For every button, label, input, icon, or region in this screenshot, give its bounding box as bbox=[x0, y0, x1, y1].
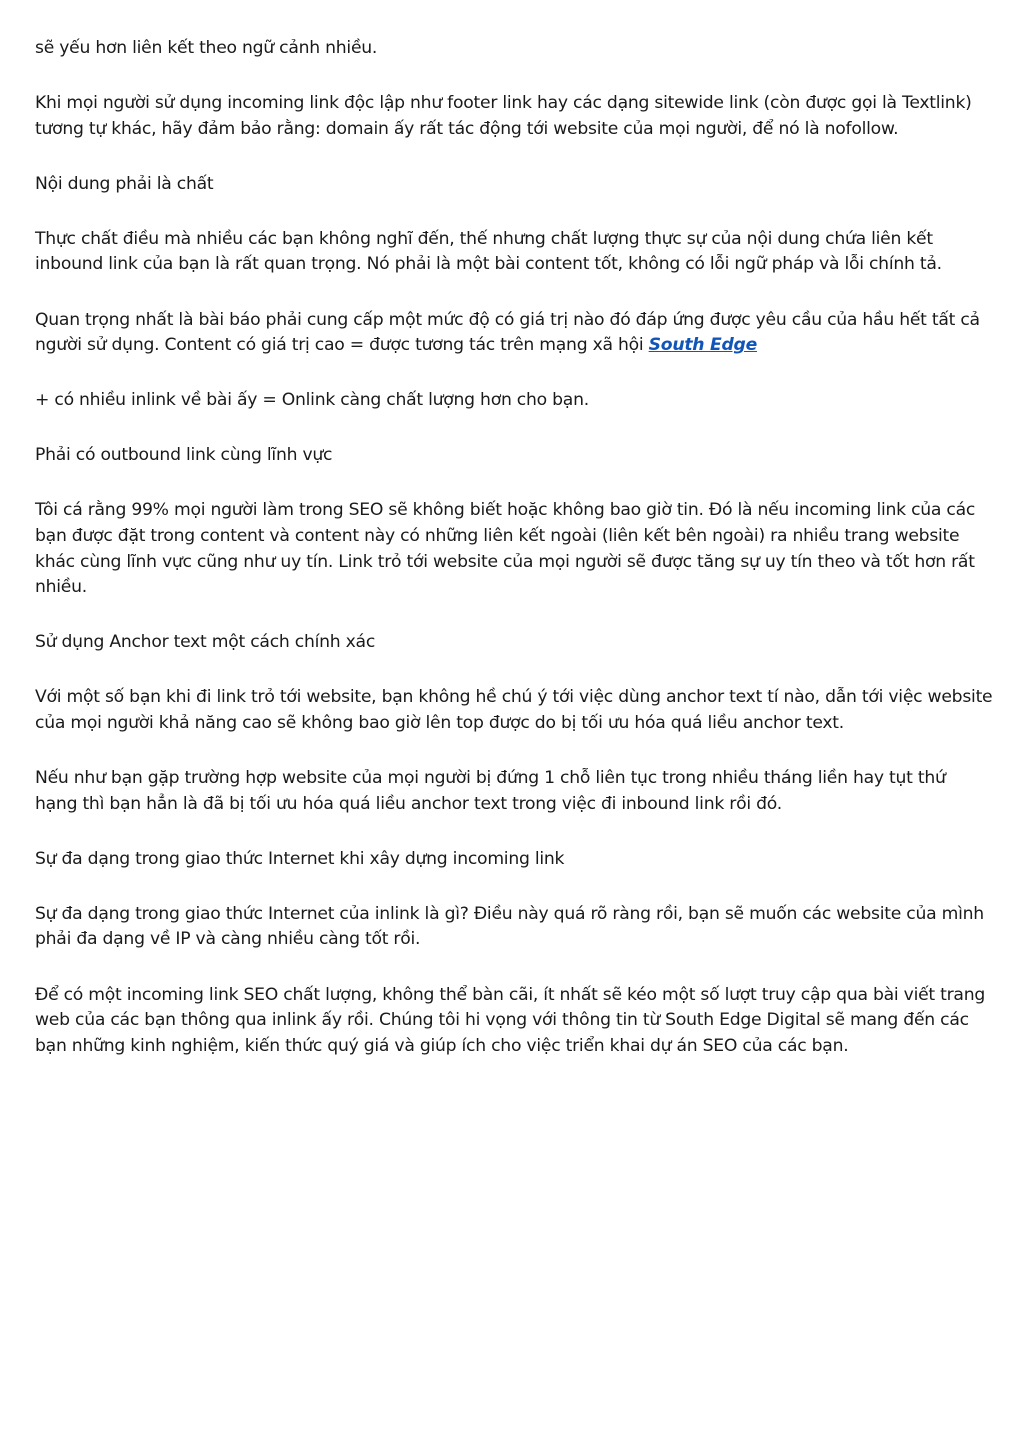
paragraph-1: sẽ yếu hơn liên kết theo ngữ cảnh nhiều. bbox=[35, 38, 378, 58]
paragraph-5 bbox=[35, 308, 993, 359]
paragraph-6: + có nhiều inlink về bài ấy = Onlink càng chất lượng hơn cho bạn. bbox=[35, 390, 589, 411]
section-heading-anchor-text: Sử dụng Anchor text một cách chính xác bbox=[35, 632, 376, 653]
paragraph-8: Tôi cá rằng 99% mọi người làm trong SEO sẽ không biết hoặc không bao giờ tin. Đó là nếu incoming link của các bạn được đặt trong content và content này có những liên kết ngoài (liên kết bên ngoài) ra nhiều trang website khác cùng lĩnh vực cũng như uy tín. Link trỏ tới website của mọi người sẽ được tăng sự uy tín theo và tốt hơn rất nhiều. bbox=[35, 500, 976, 598]
paragraph-13: Sự đa dạng trong giao thức Internet của inlink là gì? Điều này quá rõ ràng rồi, bạn sẽ muốn các website của mình phải đa dạng về IP và càng nhiều càng tốt rồi. bbox=[35, 903, 984, 950]
section-heading-outbound-link: Phải có outbound link cùng lĩnh vực bbox=[35, 445, 333, 466]
paragraph-2: Khi mọi người sử dụng incoming link độc lập như footer link hay các dạng sitewide link (còn được gọi là Textlink) tương tự khác, hãy đảm bảo rằng: domain ấy rất tác động tới website của mọi người, để nó là nofollow. bbox=[35, 93, 972, 139]
document-body bbox=[35, 36, 993, 1089]
section-heading-content-quality: Nội dung phải là chất bbox=[35, 173, 214, 194]
paragraph-5-text: Quan trọng nhất là bài báo phải cung cấp một mức độ có giá trị nào đó đáp ứng được yêu cầu của hầu hết tất cả người sử dụng. Content có giá trị cao = được tương tác trên mạng xã hội bbox=[35, 309, 980, 356]
section-heading-ip-diversity: Sự đa dạng trong giao thức Internet khi xây dựng incoming link bbox=[35, 848, 565, 869]
paragraph-10: Với một số bạn khi đi link trỏ tới website, bạn không hề chú ý tới việc dùng anchor text tí nào, dẫn tới việc website của mọi người khả năng cao sẽ không bao giờ lên top được do bị tối ưu hóa quá liều anchor text. bbox=[35, 687, 993, 733]
paragraph-14: Để có một incoming link SEO chất lượng, không thể bàn cãi, ít nhất sẽ kéo một số lượt truy cập qua bài viết trang web của các bạn thông qua inlink ấy rồi. Chúng tôi hi vọng với thông tin từ South Edge Digital sẽ mang đến các bạn những kinh nghiệm, kiến thức quý giá và giúp ích cho việc triển khai dự án SEO của các bạn. bbox=[35, 984, 986, 1056]
paragraph-4: Thực chất điều mà nhiều các bạn không nghĩ đến, thế nhưng chất lượng thực sự của nội dung chứa liên kết inbound link của bạn là rất quan trọng. Nó phải là một bài content tốt, không có lỗi ngữ pháp và lỗi chính tả. bbox=[35, 228, 942, 275]
paragraph-11: Nếu như bạn gặp trường hợp website của mọi người bị đứng 1 chỗ liên tục trong nhiều tháng liền hay tụt thứ hạng thì bạn hẳn là đã bị tối ưu hóa quá liều anchor text trong việc đi inbound link rồi đó. bbox=[35, 768, 946, 814]
south-edge-link[interactable]: South Edge bbox=[648, 335, 758, 356]
